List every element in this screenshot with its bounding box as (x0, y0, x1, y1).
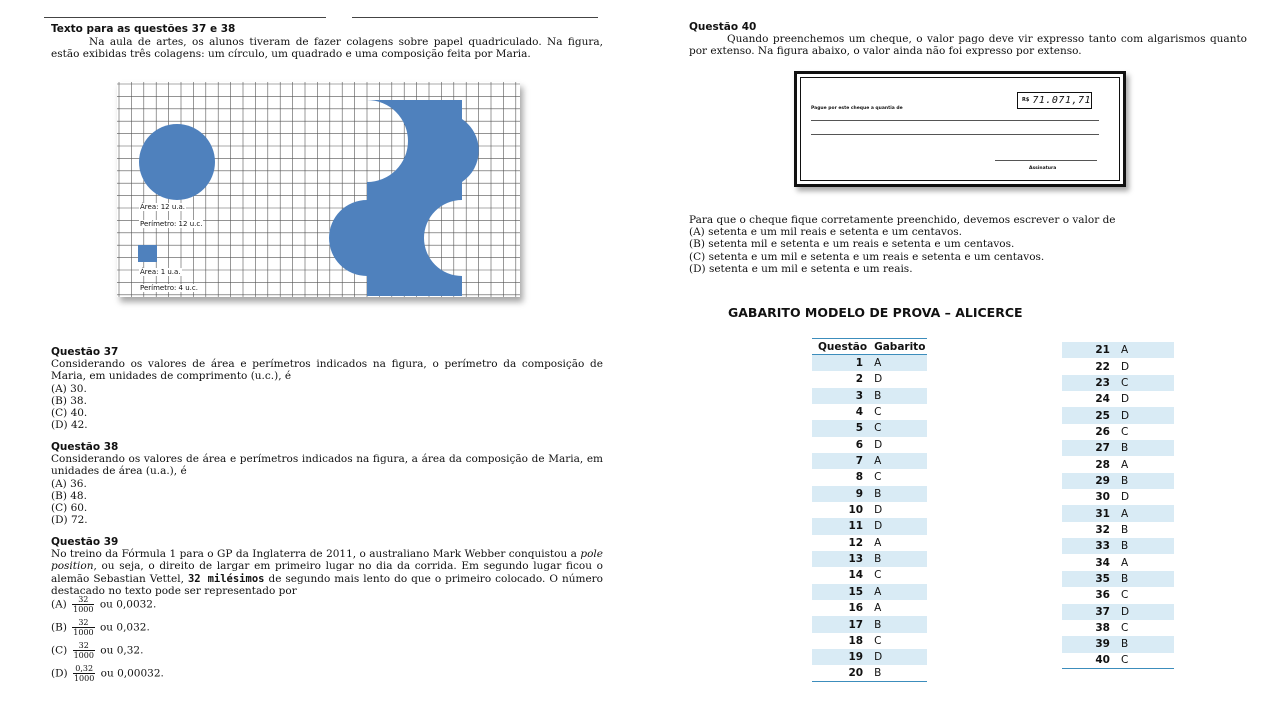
circle-collage (139, 124, 215, 200)
fraction-denominator: 1000 (73, 628, 94, 637)
answer-key-row (812, 633, 927, 649)
option-letter: (A) (51, 598, 67, 611)
question-40-option: (D) setenta e um mil e setenta e um reais. (689, 262, 913, 275)
intro-text (51, 36, 603, 60)
intro-text-content: Na aula de artes, os alunos tiveram de fazer colagens sobre papel quadriculado. Na figura, estão exibidas três colagens: um círculo, um quadrado e uma composição feita por Maria. (51, 36, 603, 61)
answer-key-question-number: 4 (855, 406, 864, 419)
answer-key-answer: B (1114, 473, 1174, 489)
circle-perimeter-label: Perímetro: 12 u.c. (140, 220, 203, 228)
question-38-text: Considerando os valores de área e perímetros indicados na figura, a área da composição de Maria, em unidades de área (u.a.), é (51, 453, 603, 478)
answer-key-question-number: 16 (848, 602, 864, 615)
question-39-italic: pole position (51, 548, 603, 573)
answer-key-question-number: 36 (1095, 589, 1110, 602)
question-38-title: Questão 38 (51, 441, 119, 453)
answer-key-row (812, 502, 927, 518)
answer-key-question-number: 10 (848, 504, 864, 517)
answer-key-question-number: 3 (812, 388, 867, 404)
intro-title: Texto para as questões 37 e 38 (51, 23, 236, 35)
answer-key-question-number: 22 (1095, 360, 1110, 373)
answer-key-row (1062, 554, 1174, 570)
answer-key-answer: C (1121, 425, 1129, 438)
answer-key-question-number: 8 (855, 471, 864, 484)
answer-key-title: GABARITO MODELO DE PROVA – ALICERCE (728, 305, 1023, 320)
answer-key-question-number: 17 (812, 616, 867, 632)
option-letter: (D) (51, 667, 68, 680)
answer-key-row (1062, 424, 1174, 440)
answer-key-answer: A (1114, 342, 1174, 358)
answer-key-answer: B (867, 665, 927, 681)
answer-key-row (812, 665, 927, 681)
question-37-text: Considerando os valores de área e perímetros indicados na figura, o perímetro da composição de Maria, em unidades de comprimento (u.c.), é (51, 358, 603, 383)
question-37 (51, 346, 603, 431)
answer-key-row (1062, 604, 1174, 620)
question-40-question (689, 214, 1247, 275)
question-37-option: (A) 30. (51, 382, 87, 395)
answer-key-row (812, 404, 927, 420)
answer-key-answer: B (1114, 636, 1174, 652)
option-rest: ou 0,032. (99, 621, 150, 634)
question-39-option-d (51, 664, 164, 687)
answer-key-row (1062, 473, 1174, 489)
answer-key-row (812, 388, 927, 404)
question-40 (689, 21, 1247, 58)
question-39-option-c (51, 641, 164, 664)
question-39-bold: 32 milésimos (187, 572, 265, 585)
answer-key-answer: D (1121, 491, 1130, 504)
cheque-figure (794, 71, 1126, 187)
answer-key-row (812, 584, 927, 600)
answer-key-question-number: 9 (812, 486, 867, 502)
top-rule-left (44, 17, 326, 18)
question-37-option: (D) 42. (51, 419, 88, 432)
answer-key-answer: B (1121, 523, 1129, 536)
answer-key-answer: C (874, 406, 882, 419)
question-40-option: (A) setenta e um mil reais e setenta e um centavos. (689, 226, 963, 239)
answer-key-row (812, 469, 927, 485)
fraction (72, 595, 94, 614)
answer-key-question-number: 25 (1062, 407, 1114, 423)
answer-key-answer: A (867, 584, 927, 600)
question-39-text-part: de segundo mais lento do que o primeiro colocado. O número destacado no texto pode ser representado por (51, 572, 604, 597)
question-40-option: (C) setenta e um mil e setenta e um reais e setenta e um centavos. (689, 250, 1045, 263)
question-38-option: (C) 60. (51, 502, 88, 515)
answer-key-question-number: 6 (855, 438, 864, 451)
answer-key-header (812, 339, 927, 355)
answer-key-answer: C (874, 471, 882, 484)
answer-key-answer: D (874, 504, 883, 517)
square-collage (138, 245, 157, 262)
answer-key-question-number: 26 (1095, 425, 1110, 438)
answer-key-row (1062, 342, 1174, 358)
answer-key-answer: D (1114, 604, 1174, 620)
cheque-currency: R$ (1022, 97, 1030, 103)
answer-key-answer: A (1121, 458, 1129, 471)
question-39-text (51, 548, 603, 597)
cheque-border (800, 77, 1120, 181)
answer-key-question-number: 27 (1062, 440, 1114, 456)
question-39-option-b (51, 618, 164, 641)
answer-key-answer: C (1114, 653, 1174, 669)
answer-key-row (812, 616, 927, 632)
header-question: Questão (812, 339, 867, 355)
question-38-option: (B) 48. (51, 489, 87, 502)
answer-key-row (1062, 505, 1174, 521)
fraction-denominator: 1000 (73, 674, 95, 683)
question-38-option: (D) 72. (51, 514, 88, 527)
question-37-option: (C) 40. (51, 407, 88, 420)
fraction (72, 618, 94, 637)
fraction-numerator: 32 (72, 618, 94, 628)
answer-key-row (1062, 456, 1174, 472)
answer-key-row (1062, 375, 1174, 391)
signature-line (995, 160, 1097, 161)
answer-key-question-number: 40 (1062, 653, 1114, 669)
graph-paper-svg (117, 82, 520, 297)
answer-key-answer: B (1114, 538, 1174, 554)
answer-key-answer: C (874, 634, 882, 647)
answer-key-answer: D (1114, 407, 1174, 423)
answer-key-answer: A (1114, 505, 1174, 521)
answer-key-row (812, 649, 927, 665)
answer-key-question-number: 19 (812, 649, 867, 665)
answer-key-answer: D (1121, 360, 1130, 373)
answer-key-answer: B (867, 388, 927, 404)
circle-area-label: Área: 12 u.a. (140, 203, 186, 211)
answer-key-question-number: 30 (1095, 491, 1110, 504)
answer-key-row (812, 600, 927, 616)
answer-key-answer: D (874, 438, 883, 451)
answer-key-table-2 (1062, 342, 1174, 669)
answer-key-row (1062, 440, 1174, 456)
answer-key-row (812, 437, 927, 453)
answer-key-row (1062, 571, 1174, 587)
question-40-title: Questão 40 (689, 21, 757, 33)
question-38-option: (A) 36. (51, 477, 87, 490)
answer-key-answer: C (1114, 375, 1174, 391)
fraction-denominator: 1000 (73, 651, 94, 660)
answer-key-answer: A (867, 453, 927, 469)
answer-key-question-number: 20 (812, 665, 867, 681)
answer-key-question-number: 11 (812, 518, 867, 534)
cheque-line (811, 120, 1099, 121)
cheque-value: 71.071,71 (1032, 95, 1092, 106)
cheque-line (811, 134, 1099, 135)
fraction (73, 641, 95, 660)
answer-key-question-number: 39 (1062, 636, 1114, 652)
answer-key-row (1062, 620, 1174, 636)
answer-key-row (812, 535, 927, 551)
answer-key-row (1062, 489, 1174, 505)
answer-key-question-number: 21 (1062, 342, 1114, 358)
option-rest: ou 0,00032. (100, 667, 164, 680)
question-37-title: Questão 37 (51, 346, 119, 358)
answer-key-question-number: 2 (855, 373, 864, 386)
answer-key-question-number: 38 (1095, 622, 1110, 635)
maria-composition-shape (329, 100, 479, 296)
answer-key-question-number: 12 (848, 536, 864, 549)
answer-key-question-number: 32 (1095, 523, 1110, 536)
question-39-text-part: No treino da Fórmula 1 para o GP da Inglaterra de 2011, o australiano Mark Webber conquistou a (51, 548, 581, 561)
answer-key-answer: C (1121, 589, 1129, 602)
answer-key-answer: D (867, 649, 927, 665)
answer-key-answer: C (867, 420, 927, 436)
answer-key-answer: A (874, 536, 882, 549)
answer-key-answer: A (874, 602, 882, 615)
answer-key-row (1062, 391, 1174, 407)
option-letter: (C) (51, 644, 68, 657)
answer-key-row (812, 420, 927, 436)
fraction-denominator: 1000 (73, 605, 94, 614)
answer-key-question-number: 35 (1062, 571, 1114, 587)
answer-key-answer: B (1114, 440, 1174, 456)
answer-key-row (1062, 407, 1174, 423)
square-area-label: Área: 1 u.a. (140, 268, 181, 276)
answer-key-question-number: 24 (1095, 393, 1110, 406)
answer-key-answer: C (1121, 622, 1129, 635)
fraction-numerator: 32 (73, 641, 95, 651)
question-40-option: (B) setenta mil e setenta e um reais e setenta e um centavos. (689, 238, 1015, 251)
answer-key-answer: B (867, 551, 927, 567)
answer-key-row (812, 518, 927, 534)
answer-key-row (1062, 653, 1174, 669)
cheque-pay-label: Pague por este cheque a quantia de (811, 106, 903, 111)
answer-key-question-number: 15 (812, 584, 867, 600)
question-38 (51, 441, 603, 526)
answer-key-question-number: 14 (848, 569, 864, 582)
answer-key-question-number: 23 (1062, 375, 1114, 391)
answer-key-question-number: 5 (812, 420, 867, 436)
square-perimeter-label: Perímetro: 4 u.c. (140, 284, 198, 292)
answer-key-question-number: 1 (812, 355, 867, 371)
fraction-numerator: 32 (72, 595, 94, 605)
answer-key-answer: D (874, 373, 883, 386)
answer-key-row (1062, 587, 1174, 603)
answer-key-question-number: 31 (1062, 505, 1114, 521)
answer-key-question-number: 28 (1095, 458, 1110, 471)
answer-key-row (1062, 636, 1174, 652)
cheque-signature-label: Assinatura (1029, 166, 1057, 171)
answer-key-question-number: 13 (812, 551, 867, 567)
question-39-title: Questão 39 (51, 536, 119, 548)
answer-key-row (1062, 538, 1174, 554)
question-39-option-a (51, 595, 164, 618)
question-40-prompt: Para que o cheque fique corretamente preenchido, devemos escrever o valor de (689, 214, 1116, 226)
answer-key-row (812, 567, 927, 583)
top-rule-right (352, 17, 598, 18)
header-answer: Gabarito (867, 339, 927, 355)
answer-key-answer: B (867, 616, 927, 632)
fraction-numerator: 0,32 (73, 664, 95, 674)
option-rest: ou 0,32. (100, 644, 144, 657)
answer-key-row (1062, 522, 1174, 538)
answer-key-question-number: 7 (812, 453, 867, 469)
answer-key-answer: B (1114, 571, 1174, 587)
cheque-value-box (1017, 92, 1092, 109)
collage-figure (117, 82, 520, 297)
fraction (73, 664, 95, 683)
answer-key-row (812, 551, 927, 567)
question-39-text-part: , ou seja, o direito de largar em primeiro lugar no dia da corrida. Em segundo lugar ficou o alemão Sebastian Vettel, (51, 560, 603, 585)
answer-key-answer: B (867, 486, 927, 502)
option-letter: (B) (51, 621, 67, 634)
answer-key-table-1 (812, 338, 927, 682)
option-rest: ou 0,0032. (99, 598, 157, 611)
question-39-options (51, 595, 164, 687)
answer-key-question-number: 37 (1062, 604, 1114, 620)
answer-key-row (812, 486, 927, 502)
answer-key-answer: A (867, 355, 927, 371)
answer-key-question-number: 34 (1095, 556, 1110, 569)
answer-key-question-number: 33 (1062, 538, 1114, 554)
answer-key-answer: A (1121, 556, 1129, 569)
answer-key-answer: D (1121, 393, 1130, 406)
answer-key-question-number: 18 (848, 634, 864, 647)
question-37-option: (B) 38. (51, 394, 87, 407)
question-40-text: Quando preenchemos um cheque, o valor pago deve vir expresso tanto com algarismos quanto por extenso. Na figura abaixo, o valor ainda não foi expresso por extenso. (689, 33, 1247, 58)
answer-key-answer: D (867, 518, 927, 534)
answer-key-question-number: 29 (1062, 473, 1114, 489)
question-39 (51, 536, 603, 597)
answer-key-row (812, 453, 927, 469)
answer-key-row (812, 355, 927, 371)
answer-key-answer: C (874, 569, 882, 582)
answer-key-row (812, 371, 927, 387)
answer-key-row (1062, 358, 1174, 374)
